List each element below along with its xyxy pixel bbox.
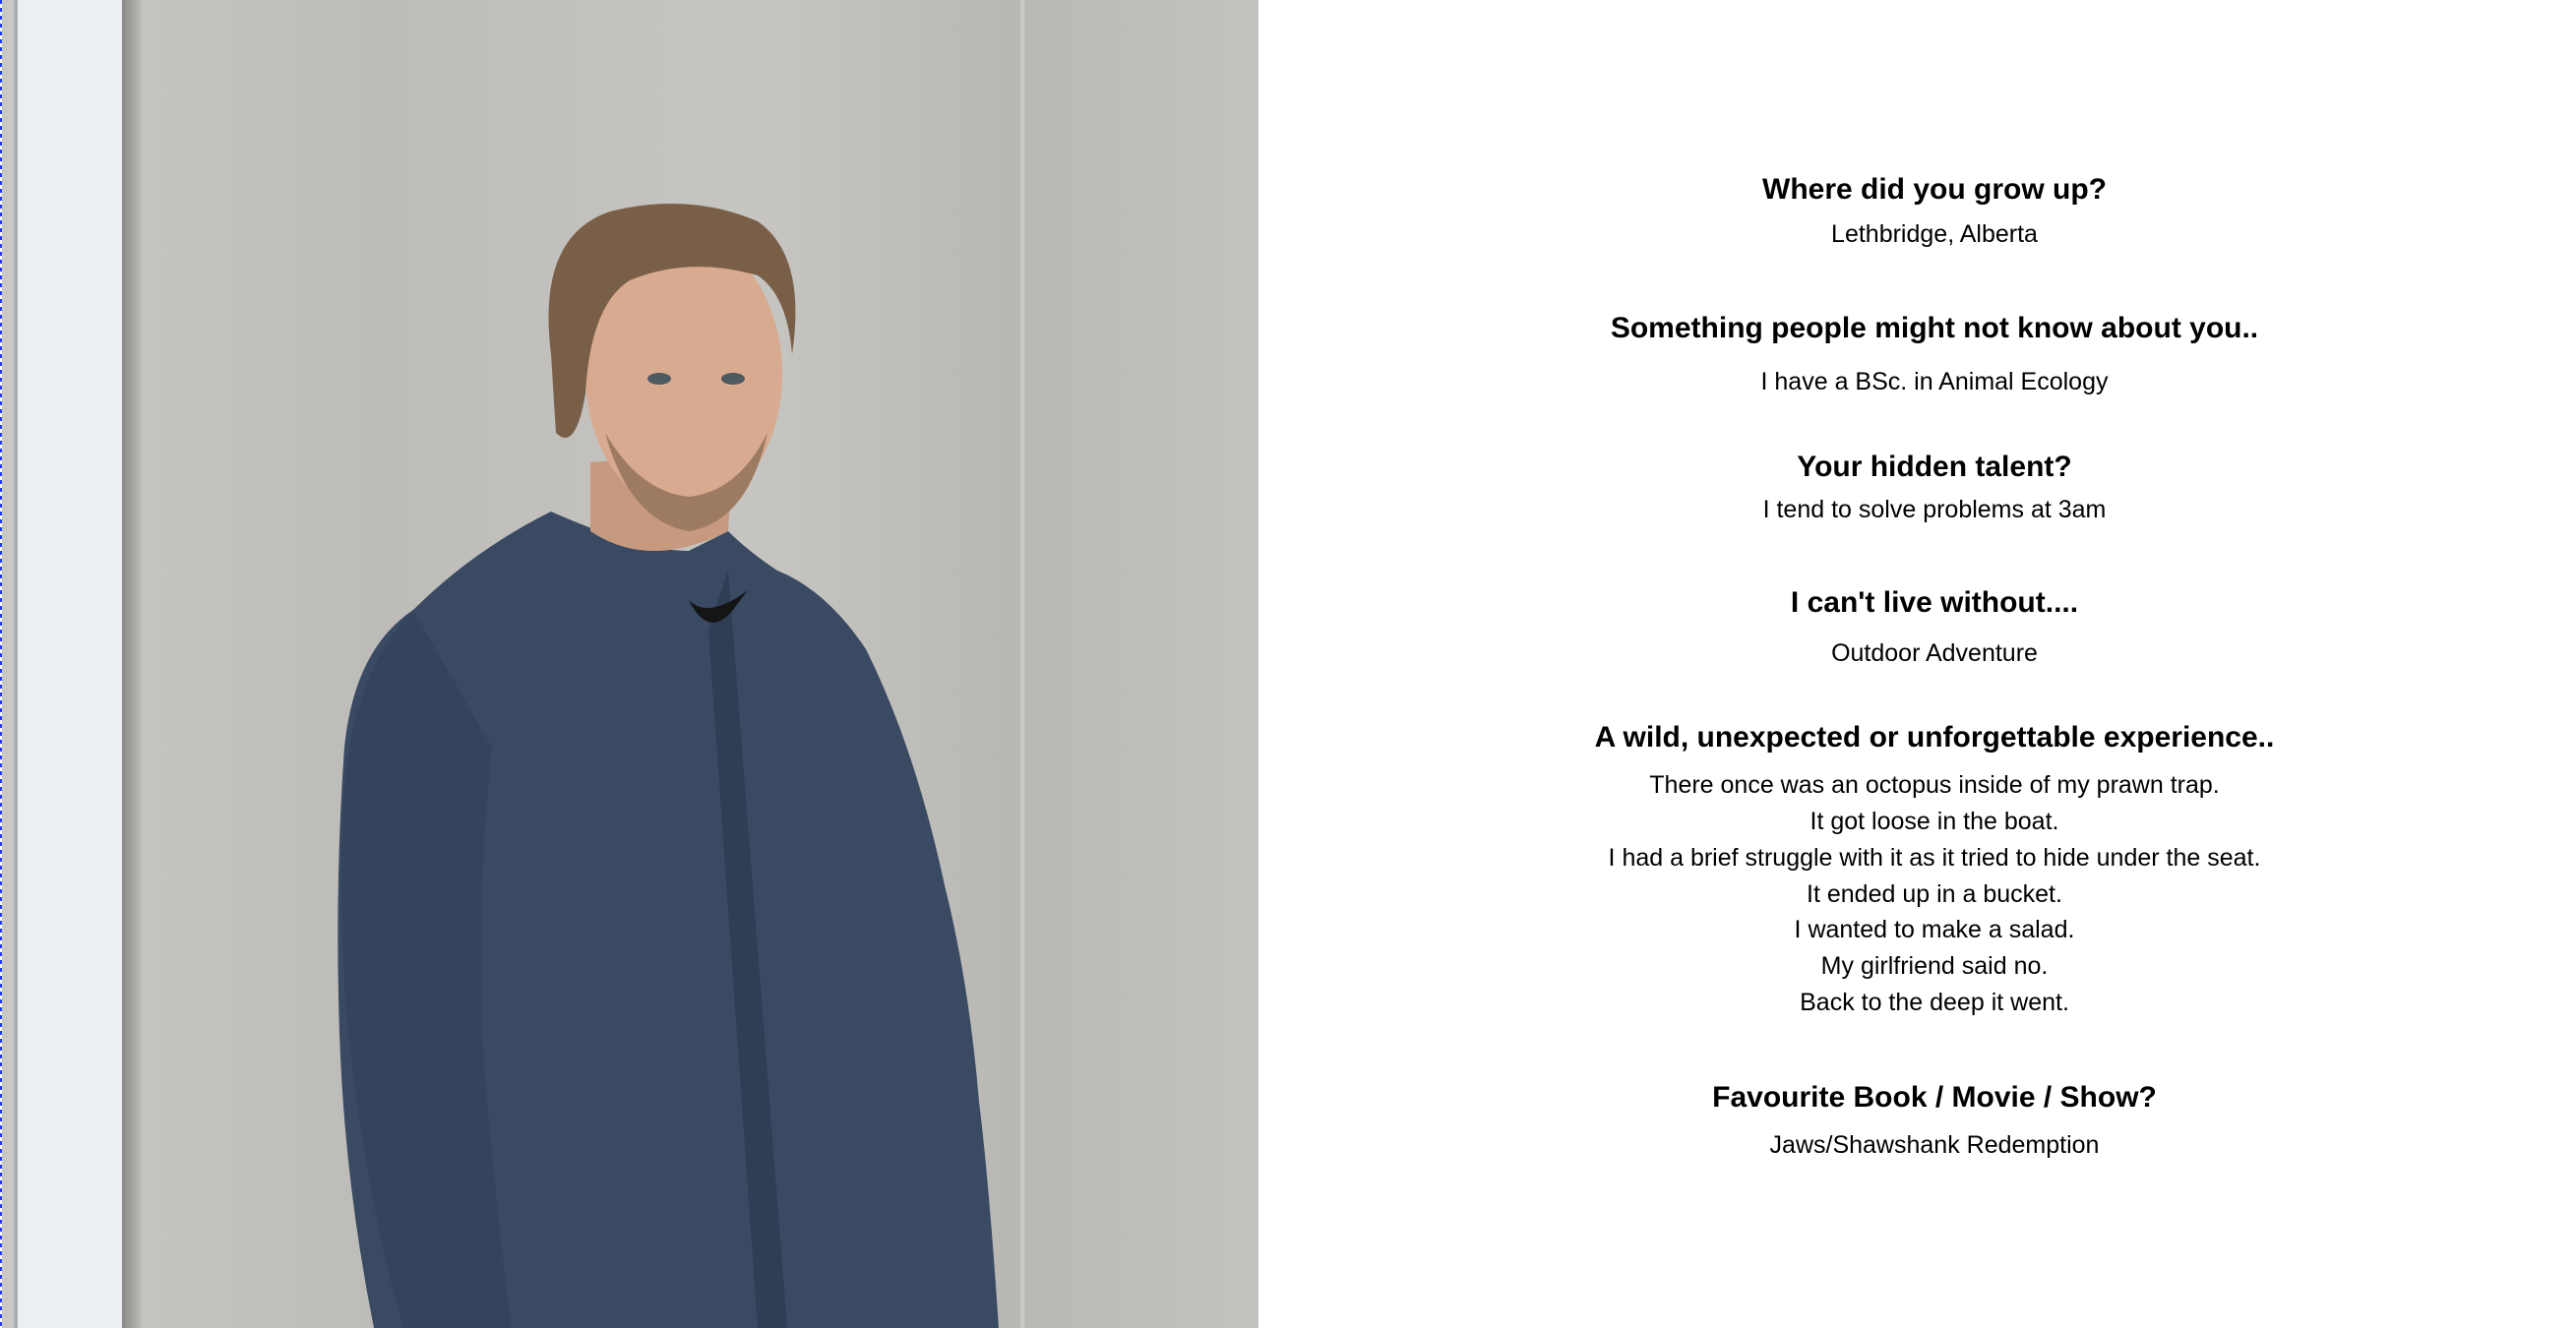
- answer-line: There once was an octopus inside of my prawn trap.: [1649, 771, 2220, 799]
- answer-text: Outdoor Adventure: [1831, 639, 2038, 667]
- answer-line: I had a brief struggle with it as it tried to hide under the seat.: [1608, 844, 2261, 872]
- answer-text: I tend to solve problems at 3am: [1762, 496, 2107, 523]
- answer-text: Jaws/Shawshank Redemption: [1769, 1131, 2100, 1159]
- answer-text: I have a BSc. in Animal Ecology: [1760, 368, 2109, 395]
- answer-line: It got loose in the boat.: [1809, 808, 2059, 835]
- person-figure: [0, 0, 1258, 1328]
- answer-line: Back to the deep it went.: [1800, 989, 2069, 1016]
- focus-outline: [0, 0, 2, 1328]
- question-heading: A wild, unexpected or unforgettable experience..: [1594, 721, 2275, 754]
- question-heading: Where did you grow up?: [1762, 173, 2107, 206]
- portrait-photo: [0, 0, 1258, 1328]
- question-heading: Something people might not know about you..: [1610, 312, 2259, 344]
- question-heading: I can't live without....: [1790, 586, 2079, 619]
- answer-line: It ended up in a bucket.: [1807, 880, 2062, 908]
- question-heading: Your hidden talent?: [1797, 451, 2072, 483]
- answer-line: My girlfriend said no.: [1820, 952, 2049, 980]
- answer-line: I wanted to make a salad.: [1794, 916, 2075, 943]
- answer-text: Lethbridge, Alberta: [1831, 220, 2038, 248]
- question-heading: Favourite Book / Movie / Show?: [1712, 1081, 2157, 1114]
